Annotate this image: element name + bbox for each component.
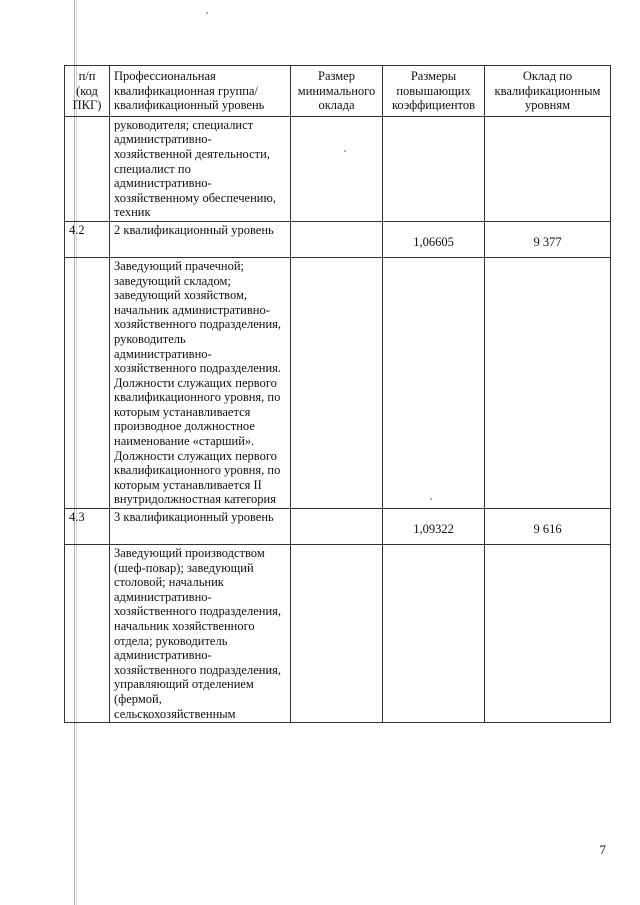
table-row bbox=[65, 116, 611, 221]
header-group-level: Профессиональная квалификационная группа/квалификационный уровень bbox=[110, 66, 291, 117]
row-number: 4.3 bbox=[65, 509, 110, 545]
row-number: 4.2 bbox=[65, 221, 110, 257]
salary-table bbox=[64, 65, 611, 723]
row-min-salary bbox=[291, 116, 383, 221]
row-coefficient bbox=[383, 116, 485, 221]
row-positions: Заведующий прачечной; заведующий складом; заведующий хозяйством, начальник административно-хозяйственного подразделения, руководитель административно-хозяйственного подразделения. Должности служащих первого квалификационного уровня, по которым устанавливается производное должностное наименование «старший». Должности служащих первого квалификационного уровня, по которым устанавливается II внутридолжностная категория bbox=[110, 257, 291, 508]
row-salary: 9 377 bbox=[485, 221, 611, 257]
row-coefficient bbox=[383, 545, 485, 723]
row-number bbox=[65, 257, 110, 508]
row-coefficient: 1,09322 bbox=[383, 509, 485, 545]
header-coefficients: Размеры повышающих коэффициентов bbox=[383, 66, 485, 117]
header-min-salary: Размер минимального оклада bbox=[291, 66, 383, 117]
row-level-name: 3 квалификационный уровень bbox=[110, 509, 291, 545]
row-min-salary bbox=[291, 257, 383, 508]
row-min-salary bbox=[291, 509, 383, 545]
row-number bbox=[65, 116, 110, 221]
row-salary bbox=[485, 545, 611, 723]
row-salary bbox=[485, 257, 611, 508]
page-number: 7 bbox=[599, 842, 606, 857]
row-coefficient bbox=[383, 257, 485, 508]
table-row bbox=[65, 257, 611, 508]
row-min-salary bbox=[291, 221, 383, 257]
scan-speck bbox=[206, 12, 208, 14]
table-header-row bbox=[65, 66, 611, 117]
table-row-level bbox=[65, 221, 611, 257]
row-salary: 9 616 bbox=[485, 509, 611, 545]
table-row bbox=[65, 545, 611, 723]
row-coefficient: 1,06605 bbox=[383, 221, 485, 257]
header-number: п/п (код ПКГ) bbox=[65, 66, 110, 117]
row-min-salary bbox=[291, 545, 383, 723]
row-positions: Заведующий производством (шеф-повар); заведующий столовой; начальник административно-хозяйственного подразделения, начальник хозяйственного отдела; руководитель административно-хозяйственного подразделения, управляющий отделением (фермой, сельскохозяйственным bbox=[110, 545, 291, 723]
row-level-name: 2 квалификационный уровень bbox=[110, 221, 291, 257]
table-row-level bbox=[65, 509, 611, 545]
row-salary bbox=[485, 116, 611, 221]
header-level-salary: Оклад по квалификационным уровням bbox=[485, 66, 611, 117]
row-number bbox=[65, 545, 110, 723]
row-positions: руководителя; специалист административно-хозяйственной деятельности, специалист по административно-хозяйственному обеспечению, техник bbox=[110, 116, 291, 221]
